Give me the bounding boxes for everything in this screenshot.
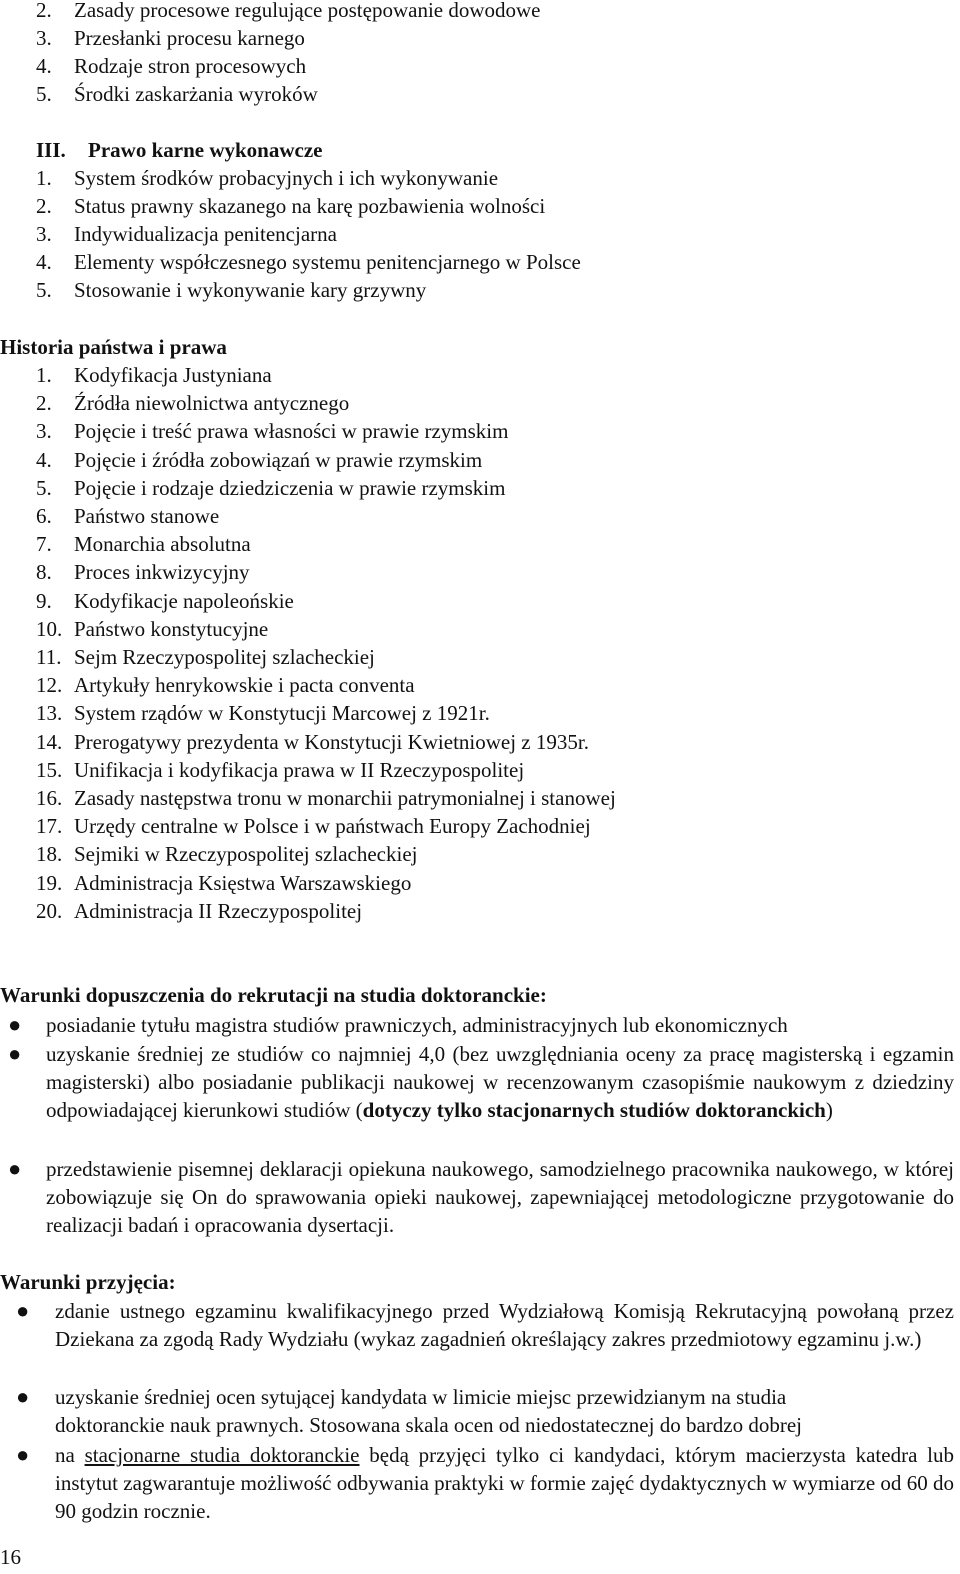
- list-text: System środków probacyjnych i ich wykonywanie: [74, 166, 499, 190]
- bullet-icon: ●: [8, 1012, 22, 1037]
- bullet-icon: ●: [8, 1156, 22, 1181]
- list-text: Sejmiki w Rzeczypospolitej szlacheckiej: [74, 842, 418, 867]
- list-number: 11.: [36, 645, 62, 669]
- list-text: Unifikacja i kodyfikacja prawa w II Rzeczypospolitej: [74, 757, 525, 782]
- admission-heading: Warunki dopuszczenia do rekrutacji na studia doktoranckie:: [0, 983, 547, 1007]
- list-text: Przesłanki procesu karnego: [74, 26, 305, 50]
- acceptance-bullet-3-post: będą przyjęci tylko ci kandydaci, którym macierzysta katedra lub instytut zagwarantuje możliwość odbywania praktyki w formie zajęć dydaktycznych w wymiarze od 60 do 90 godzin rocznie.: [55, 1443, 954, 1524]
- list-text: Monarchia absolutna: [74, 532, 251, 557]
- list-text: Kodyfikacje napoleońskie: [74, 588, 294, 613]
- list-number: 20.: [36, 898, 63, 923]
- list-number: 3.: [36, 419, 52, 444]
- list-number: 1.: [36, 363, 52, 387]
- list-text: Stosowanie i wykonywanie kary grzywny: [74, 278, 427, 302]
- list-text: Urzędy centralne w Polsce i w państwach Europy Zachodniej: [74, 814, 591, 839]
- list-text: Administracja II Rzeczypospolitej: [74, 898, 363, 923]
- list-text: Sejm Rzeczypospolitej szlacheckiej: [74, 645, 375, 669]
- list-text: Prerogatywy prezydenta w Konstytucji Kwietniowej z 1935r.: [74, 729, 589, 754]
- list-number: 9.: [36, 588, 52, 613]
- list-number: 4.: [36, 54, 52, 78]
- list-number: 4.: [36, 250, 52, 274]
- list-number: 2.: [36, 194, 52, 218]
- list-text: Kodyfikacja Justyniana: [74, 363, 272, 387]
- admission-bullet-2: [46, 1040, 954, 1125]
- acceptance-bullet-3-pre: na: [55, 1443, 85, 1467]
- stacjonarne-link[interactable]: stacjonarne studia doktoranckie: [84, 1443, 360, 1467]
- list-number: 18.: [36, 842, 63, 867]
- list-number: 13.: [36, 701, 63, 726]
- admission-bullet-3: przedstawienie pisemnej deklaracji opiekuna naukowego, samodzielnego pracownika naukowego, w której zobowiązuje się On do sprawowania opieki naukowej, zapewniającej metodologiczne przygotowanie do realizacji badań i opracowania dysertacji.: [46, 1157, 954, 1238]
- list-number: 2.: [36, 0, 52, 22]
- admission-bullet-2-bold: dotyczy tylko stacjonarnych studiów doktoranckich: [362, 1098, 826, 1123]
- list-number: 14.: [36, 729, 63, 754]
- acceptance-heading: Warunki przyjęcia:: [0, 1270, 176, 1294]
- list-number: 6.: [36, 504, 52, 528]
- list-number: 3.: [36, 26, 52, 50]
- list-text: Pojęcie i treść prawa własności w prawie rzymskim: [74, 419, 509, 444]
- admission-bullet-2-end: ): [825, 1098, 833, 1123]
- list-number: 19.: [36, 870, 63, 895]
- history-heading: Historia państwa i prawa: [0, 335, 227, 359]
- bullet-icon: ●: [16, 1442, 30, 1467]
- list-text: Źródła niewolnictwa antycznego: [74, 391, 350, 416]
- list-text: Zasady procesowe regulujące postępowanie dowodowe: [74, 0, 541, 22]
- list-number: 12.: [36, 673, 63, 698]
- list-number: 16.: [36, 786, 63, 810]
- list-text: Pojęcie i rodzaje dziedziczenia w prawie rzymskim: [74, 475, 506, 500]
- bullet-icon: ●: [16, 1384, 30, 1409]
- list-number: 4.: [36, 447, 52, 472]
- list-number: 5.: [36, 82, 52, 106]
- list-number: 15.: [36, 757, 63, 782]
- list-text: Indywidualizacja penitencjarna: [74, 222, 337, 246]
- list-text: Status prawny skazanego na karę pozbawienia wolności: [74, 194, 546, 218]
- admission-bullet-1: posiadanie tytułu magistra studiów prawniczych, administracyjnych lub ekonomicznych: [46, 1013, 788, 1037]
- list-number: 17.: [36, 814, 63, 839]
- page-number: 16: [0, 1545, 21, 1569]
- section-number: III.: [36, 138, 66, 162]
- acceptance-bullet-3: [55, 1441, 954, 1526]
- list-number: 5.: [36, 278, 52, 302]
- list-text: Proces inkwizycyjny: [74, 560, 250, 585]
- list-number: 7.: [36, 532, 52, 557]
- list-text: Państwo stanowe: [74, 504, 220, 528]
- list-text: Pojęcie i źródła zobowiązań w prawie rzymskim: [74, 447, 483, 472]
- bullet-icon: ●: [8, 1041, 22, 1066]
- list-number: 8.: [36, 560, 52, 585]
- admission-bullet-2-text: uzyskanie średniej ze studiów co najmniej 4,0 (bez uwzględniania oceny za pracę magisterską i egzamin magisterski) albo posiadanie publikacji naukowej w recenzowanym czasopiśmie naukowym z dziedziny odpowiadającej kierunkowi studiów (: [46, 1042, 954, 1123]
- list-text: System rządów w Konstytucji Marcowej z 1921r.: [74, 701, 490, 726]
- list-text: Elementy współczesnego systemu penitencjarnego w Polsce: [74, 250, 581, 274]
- acceptance-bullet-2-line-2: doktoranckie nauk prawnych. Stosowana skala ocen od niedostatecznej do bardzo dobrej: [55, 1413, 802, 1437]
- list-number: 1.: [36, 166, 52, 190]
- list-text: Rodzaje stron procesowych: [74, 54, 307, 78]
- list-number: 5.: [36, 475, 52, 500]
- list-text: Państwo konstytucyjne: [74, 616, 269, 641]
- acceptance-bullet-1: zdanie ustnego egzaminu kwalifikacyjnego przed Wydziałową Komisją Rekrutacyjną powołaną przez Dziekana za zgodą Rady Wydziału (wykaz zagadnień określający zakres przedmiotowy egzaminu j.w.): [55, 1299, 954, 1352]
- list-number: 10.: [36, 616, 63, 641]
- section-title: Prawo karne wykonawcze: [88, 138, 323, 162]
- list-text: Administracja Księstwa Warszawskiego: [74, 870, 412, 895]
- acceptance-bullet-2-line-1: uzyskanie średniej ocen sytującej kandydata w limicie miejsc przewidzianym na studia: [55, 1385, 787, 1409]
- bullet-icon: ●: [16, 1298, 30, 1323]
- list-number: 3.: [36, 222, 52, 246]
- list-number: 2.: [36, 391, 52, 416]
- list-text: Artykuły henrykowskie i pacta conventa: [74, 673, 415, 698]
- list-text: Zasady następstwa tronu w monarchii patrymonialnej i stanowej: [74, 786, 616, 810]
- list-text: Środki zaskarżania wyroków: [74, 82, 318, 106]
